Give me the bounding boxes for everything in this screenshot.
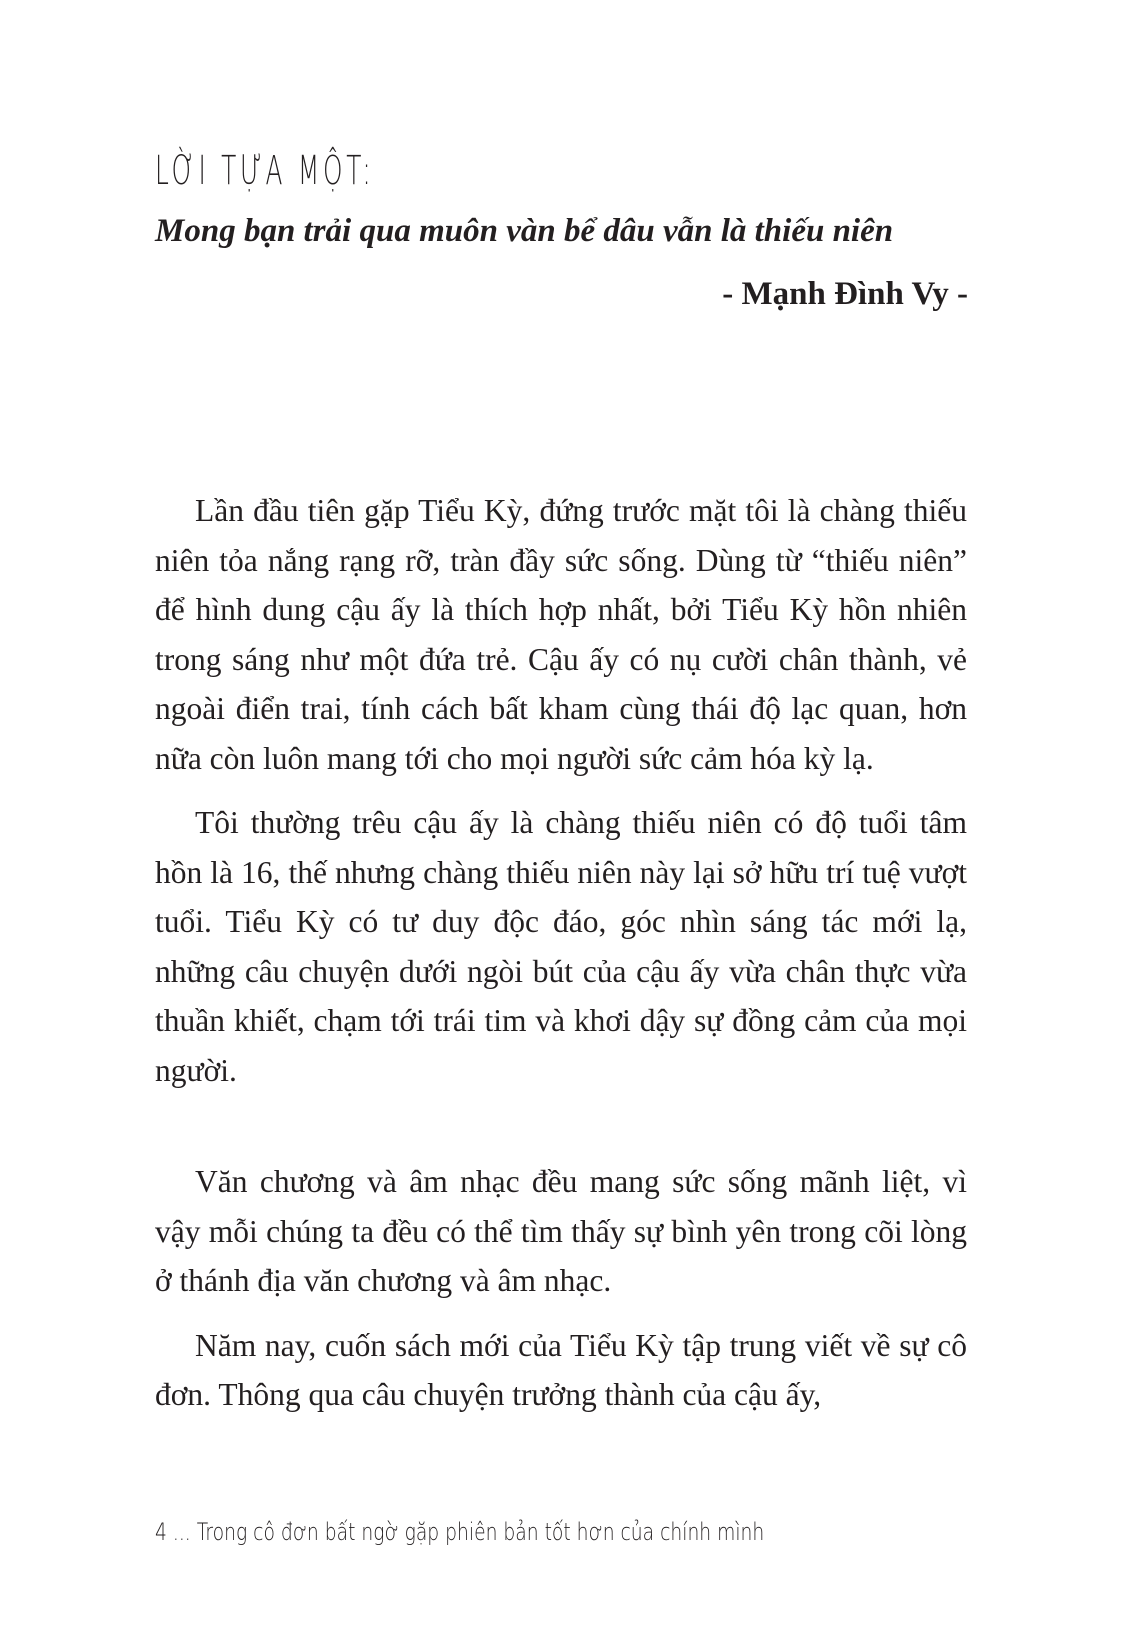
paragraph: Văn chương và âm nhạc đều mang sức sống mãnh liệt, vì vậy mỗi chúng ta đều có thể tìm thấy sự bình yên trong cõi lòng ở thánh địa văn chương và âm nhạc. — [155, 1164, 967, 1298]
body-section-1 — [155, 486, 967, 1095]
page-footer — [155, 1518, 764, 1546]
paragraph: Lần đầu tiên gặp Tiểu Kỳ, đứng trước mặt tôi là chàng thiếu niên tỏa nắng rạng rỡ, tràn đầy sức sống. Dùng từ “thiếu niên” để hình dung cậu ấy là thích hợp nhất, bởi Tiểu Kỳ hồn nhiên trong sáng như một đứa trẻ. Cậu ấy có nụ cười chân thành, vẻ ngoài điển trai, tính cách bất kham cùng thái độ lạc quan, hơn nữa còn luôn mang tới cho mọi người sức cảm hóa kỳ lạ. — [155, 493, 967, 776]
paragraph: Năm nay, cuốn sách mới của Tiểu Kỳ tập trung viết về sự cô đơn. Thông qua câu chuyện trưởng thành của cậu ấy, — [155, 1327, 967, 1412]
page-number: 4 — [155, 1518, 167, 1546]
running-title: Trong cô đơn bất ngờ gặp phiên bản tốt hơn của chính mình — [196, 1518, 765, 1546]
chapter-heading: LỜI TỰA MỘT: — [155, 148, 375, 194]
chapter-subtitle: Mong bạn trải qua muôn vàn bể dâu vẫn là thiếu niên — [155, 213, 894, 249]
author-credit: - Mạnh Đình Vy - — [722, 276, 968, 312]
footer-separator: ... — [172, 1518, 191, 1546]
paragraph: Tôi thường trêu cậu ấy là chàng thiếu niên có độ tuổi tâm hồn là 16, thế nhưng chàng thiếu niên này lại sở hữu trí tuệ vượt tuổi. Tiểu Kỳ có tư duy độc đáo, góc nhìn sáng tác mới lạ, những câu chuyện dưới ngòi bút của cậu ấy vừa chân thực vừa thuần khiết, chạm tới trái tim và khơi dậy sự đồng cảm của mọi người. — [155, 805, 967, 1088]
body-section-2 — [155, 1157, 967, 1420]
